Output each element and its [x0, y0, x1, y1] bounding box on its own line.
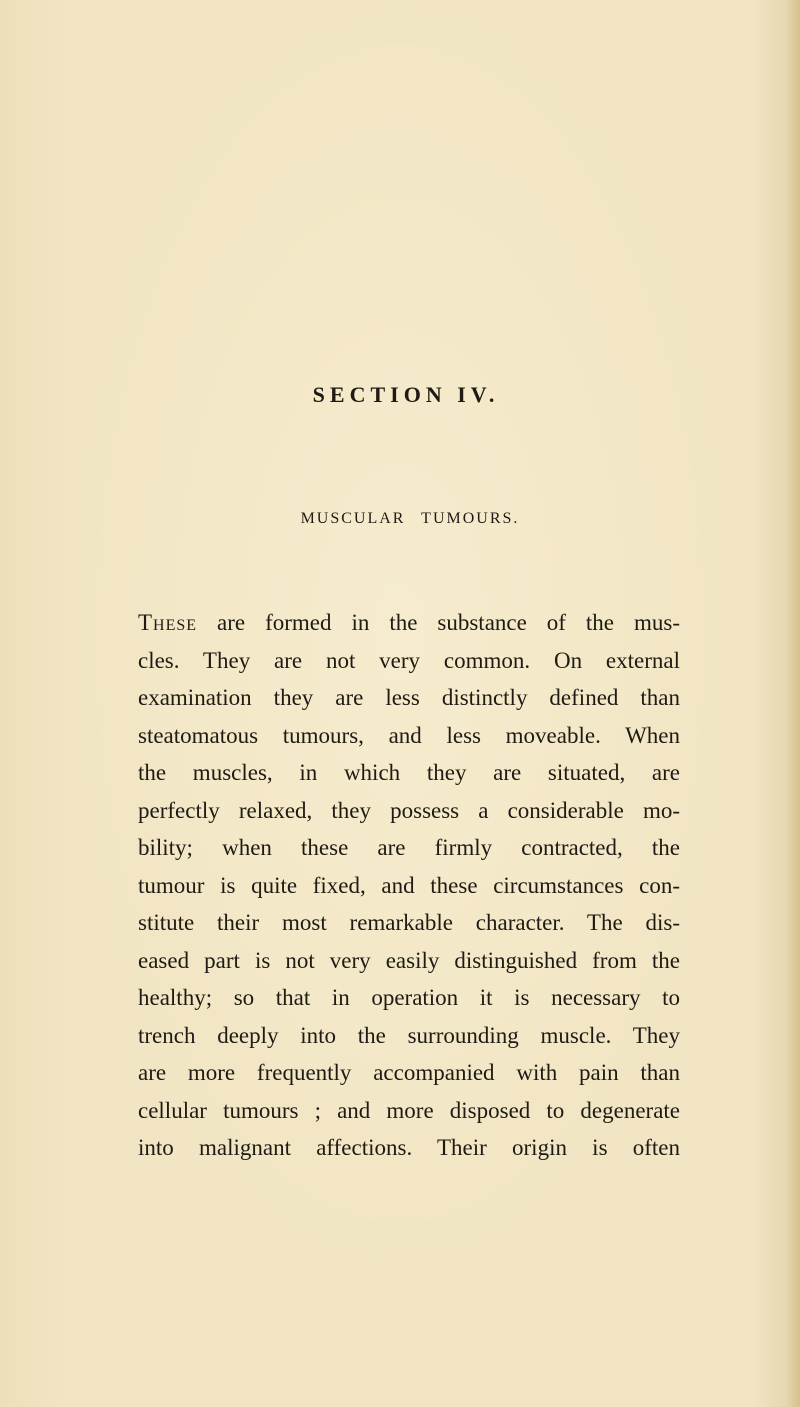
- text-line-3: examination they are less distinctly defined than: [138, 685, 680, 710]
- text-line-13: are more frequently accompanied with pain than: [138, 1060, 680, 1085]
- text-line-15: into malignant affections. Their origin is often: [138, 1135, 680, 1160]
- text-line-7: bility; when these are firmly contracted, the: [138, 835, 680, 860]
- text-line-9: stitute their most remarkable character. The dis-: [138, 910, 680, 935]
- text-line-12: trench deeply into the surrounding muscle. They: [138, 1022, 680, 1048]
- opening-word: These: [138, 610, 198, 635]
- text-line-6: perfectly relaxed, they possess a considerable mo-: [138, 797, 680, 823]
- text-line-2: cles. They are not very common. On external: [138, 647, 680, 673]
- text-line-11: healthy; so that in operation it is necessary to: [138, 985, 680, 1010]
- body-paragraph: [138, 604, 680, 1167]
- text-line-14: cellular tumours ; and more disposed to degenerate: [138, 1097, 680, 1123]
- text-line-1-rest: are formed in the substance of the mus-: [197, 610, 680, 635]
- page-edge-shadow: [786, 0, 800, 1407]
- text-line-10: eased part is not very easily distinguished from the: [138, 947, 680, 973]
- text-line-4: steatomatous tumours, and less moveable. When: [138, 722, 680, 748]
- text-line-5: the muscles, in which they are situated, are: [138, 760, 680, 785]
- text-line-8: tumour is quite fixed, and these circumstances con-: [138, 872, 680, 898]
- text-line-1: [138, 604, 680, 642]
- section-heading: SECTION IV.: [312, 382, 500, 407]
- section-subheading: MUSCULAR TUMOURS.: [300, 510, 520, 527]
